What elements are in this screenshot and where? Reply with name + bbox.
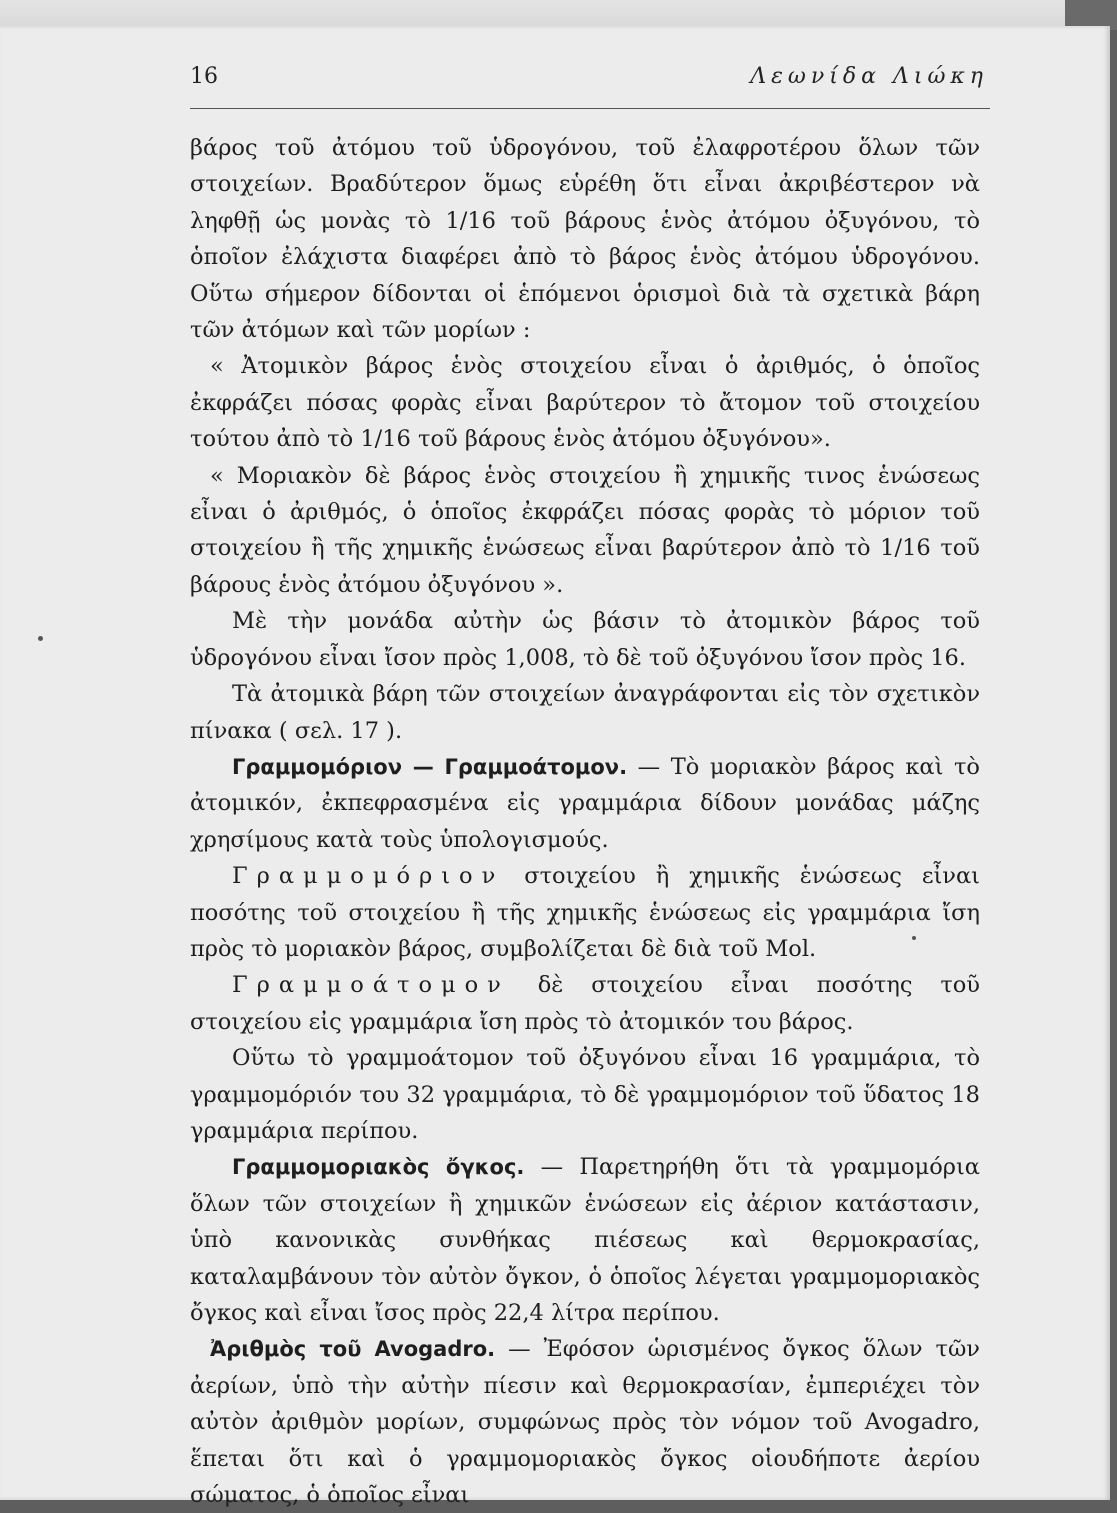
paragraph-mol-definition <box>190 858 980 967</box>
term-gram-molecule: Γραμμομόριον <box>232 863 505 890</box>
paragraph-text: στοιχείου ἢ χημικῆς ἑνώσεως εἶναι ποσότης τοῦ στοιχείου ἢ τῆς χημικῆς ἑνώσεως εἰς γραμμάρια ἴση πρὸς τὸ μοριακὸν βάρος, συμβολίζεται δὲ διὰ τοῦ Mol. <box>190 863 980 962</box>
definition-molecular-weight: « Μοριακὸν δὲ βάρος ἑνὸς στοιχείου ἢ χημικῆς τινος ἑνώσεως εἶναι ὁ ἀριθμός, ὁ ὁποῖος ἐκφράζει πόσας φορὰς τὸ μόριον τοῦ στοιχείου ἢ τῆς χημικῆς ἑνώσεως εἶναι βαρύτερον ἀπὸ τὸ 1/16 τοῦ βάρους ἑνὸς ἀτόμου ὀξυγόνου ». <box>190 462 980 598</box>
paragraph-unit-basis: Μὲ τὴν μονάδα αὐτὴν ὡς βάσιν τὸ ἀτομικὸν βάρος τοῦ ὑδρογόνου εἶναι ἴσον πρὸς 1,008, τὸ δὲ τοῦ ὀξυγόνου ἴσον πρὸς 16. <box>190 608 980 671</box>
paragraph-avogadro-number <box>190 1331 980 1513</box>
paragraph-examples: Οὕτω τὸ γραμμοάτομον τοῦ ὀξυγόνου εἶναι 16 γραμμάρια, τὸ γραμμομόριόν του 32 γραμμάρια, τὸ δὲ γραμμομόριον τοῦ ὕδατος 18 γραμμάρια περίπου. <box>190 1045 980 1144</box>
scan-speck <box>38 636 43 641</box>
term-molar-volume: Γραμμομοριακὸς ὄγκος. <box>232 1155 525 1180</box>
term-gram-atom: Γραμμοάτομον <box>232 972 510 999</box>
definition-atomic-weight: « Ἀτομικὸν βάρος ἑνὸς στοιχείου εἶναι ὁ ἀριθμός, ὁ ὁποῖος ἐκφράζει πόσας φορὰς εἶναι βαρύτερον τὸ ἄτομον τοῦ στοιχείου τούτου ἀπὸ τὸ 1/16 τοῦ βάρους ἑνὸς ἀτόμου ὀξυγόνου». <box>190 353 980 453</box>
page-number: 16 <box>190 64 218 89</box>
paragraph-text: δὲ στοιχείου εἶναι ποσότης τοῦ στοιχείου εἰς γραμμάρια ἴση πρὸς τὸ ἀτομικόν του βάρος. <box>190 972 980 1035</box>
page-body <box>190 130 980 1513</box>
paragraph-text: — Παρετηρήθη ὅτι τὰ γραμμομόρια ὅλων τῶν στοιχείων ἢ χημικῶν ἑνώσεων εἰς ἀέριον κατάστασιν, ὑπὸ κανονικὰς συνθήκας πιέσεως καὶ θερμοκρασίας, καταλαμβάνουν τὸν αὐτὸν ὄγκον, ὁ ὁποῖος λέγεται γραμμομοριακὸς ὄγκος καὶ εἶναι ἴσος πρὸς 22,4 λίτρα περίπου. <box>190 1154 981 1326</box>
paragraph-table-reference: Τὰ ἀτομικὰ βάρη τῶν στοιχείων ἀναγράφονται εἰς τὸν σχετικὸν πίνακα ( σελ. 17 ). <box>190 681 980 744</box>
term-avogadro-number: Ἀριθμὸς τοῦ Avogadro. <box>210 1337 496 1362</box>
paragraph-molar-volume <box>190 1149 980 1331</box>
paragraph-text: — Ἐφόσον ὡρισμένος ὄγκος ὅλων τῶν ἀερίων, ὑπὸ τὴν αὐτὴν πίεσιν καὶ θερμοκρασίαν, ἐμπεριέχει τὸν αὐτὸν ἀριθμὸν μορίων, συμφώνως πρὸς τὸν νόμον τοῦ Avogadro, ἕπεται ὅτι καὶ ὁ γραμμομοριακὸς ὄγκος οἱουδήποτε ἀερίου σώματος, ὁ ὁποῖος εἶναι <box>190 1336 980 1509</box>
paragraph-gram-molecule <box>190 749 980 858</box>
paragraph-gram-atom-definition <box>190 967 980 1040</box>
paragraph-atomic-weight-intro: βάρος τοῦ ἀτόμου τοῦ ὑδρογόνου, τοῦ ἐλαφροτέρου ὅλων τῶν στοιχείων. Βραδύτερον ὅμως εὑρέθη ὅτι εἶναι ἀκριβέστερον νὰ ληφθῇ ὡς μονὰς τὸ 1/16 τοῦ βάρους ἑνὸς ἀτόμου ὀξυγόνου, τὸ ὁποῖον ἐλάχιστα διαφέρει ἀπὸ τὸ βάρος ἑνὸς ἀτόμου ὑδρογόνου. Οὕτω σήμερον δίδονται οἱ ἑπόμενοι ὁρισμοὶ διὰ τὰ σχετικὰ βάρη τῶν ἀτόμων καὶ τῶν μορίων : <box>190 135 980 344</box>
page-header <box>190 64 990 109</box>
paragraph-text: — Τὸ μοριακὸν βάρος καὶ τὸ ἀτομικόν, ἐκπεφρασμένα εἰς γραμμάρια δίδουν μονάδας μάζης χρησίμους κατὰ τοὺς ὑπολογισμούς. <box>190 753 980 853</box>
term-gram-molecule-gram-atom: Γραμμομόριον — Γραμμοάτομον. <box>232 754 628 779</box>
running-head: Λεωνίδα Λιώκη <box>750 64 988 89</box>
